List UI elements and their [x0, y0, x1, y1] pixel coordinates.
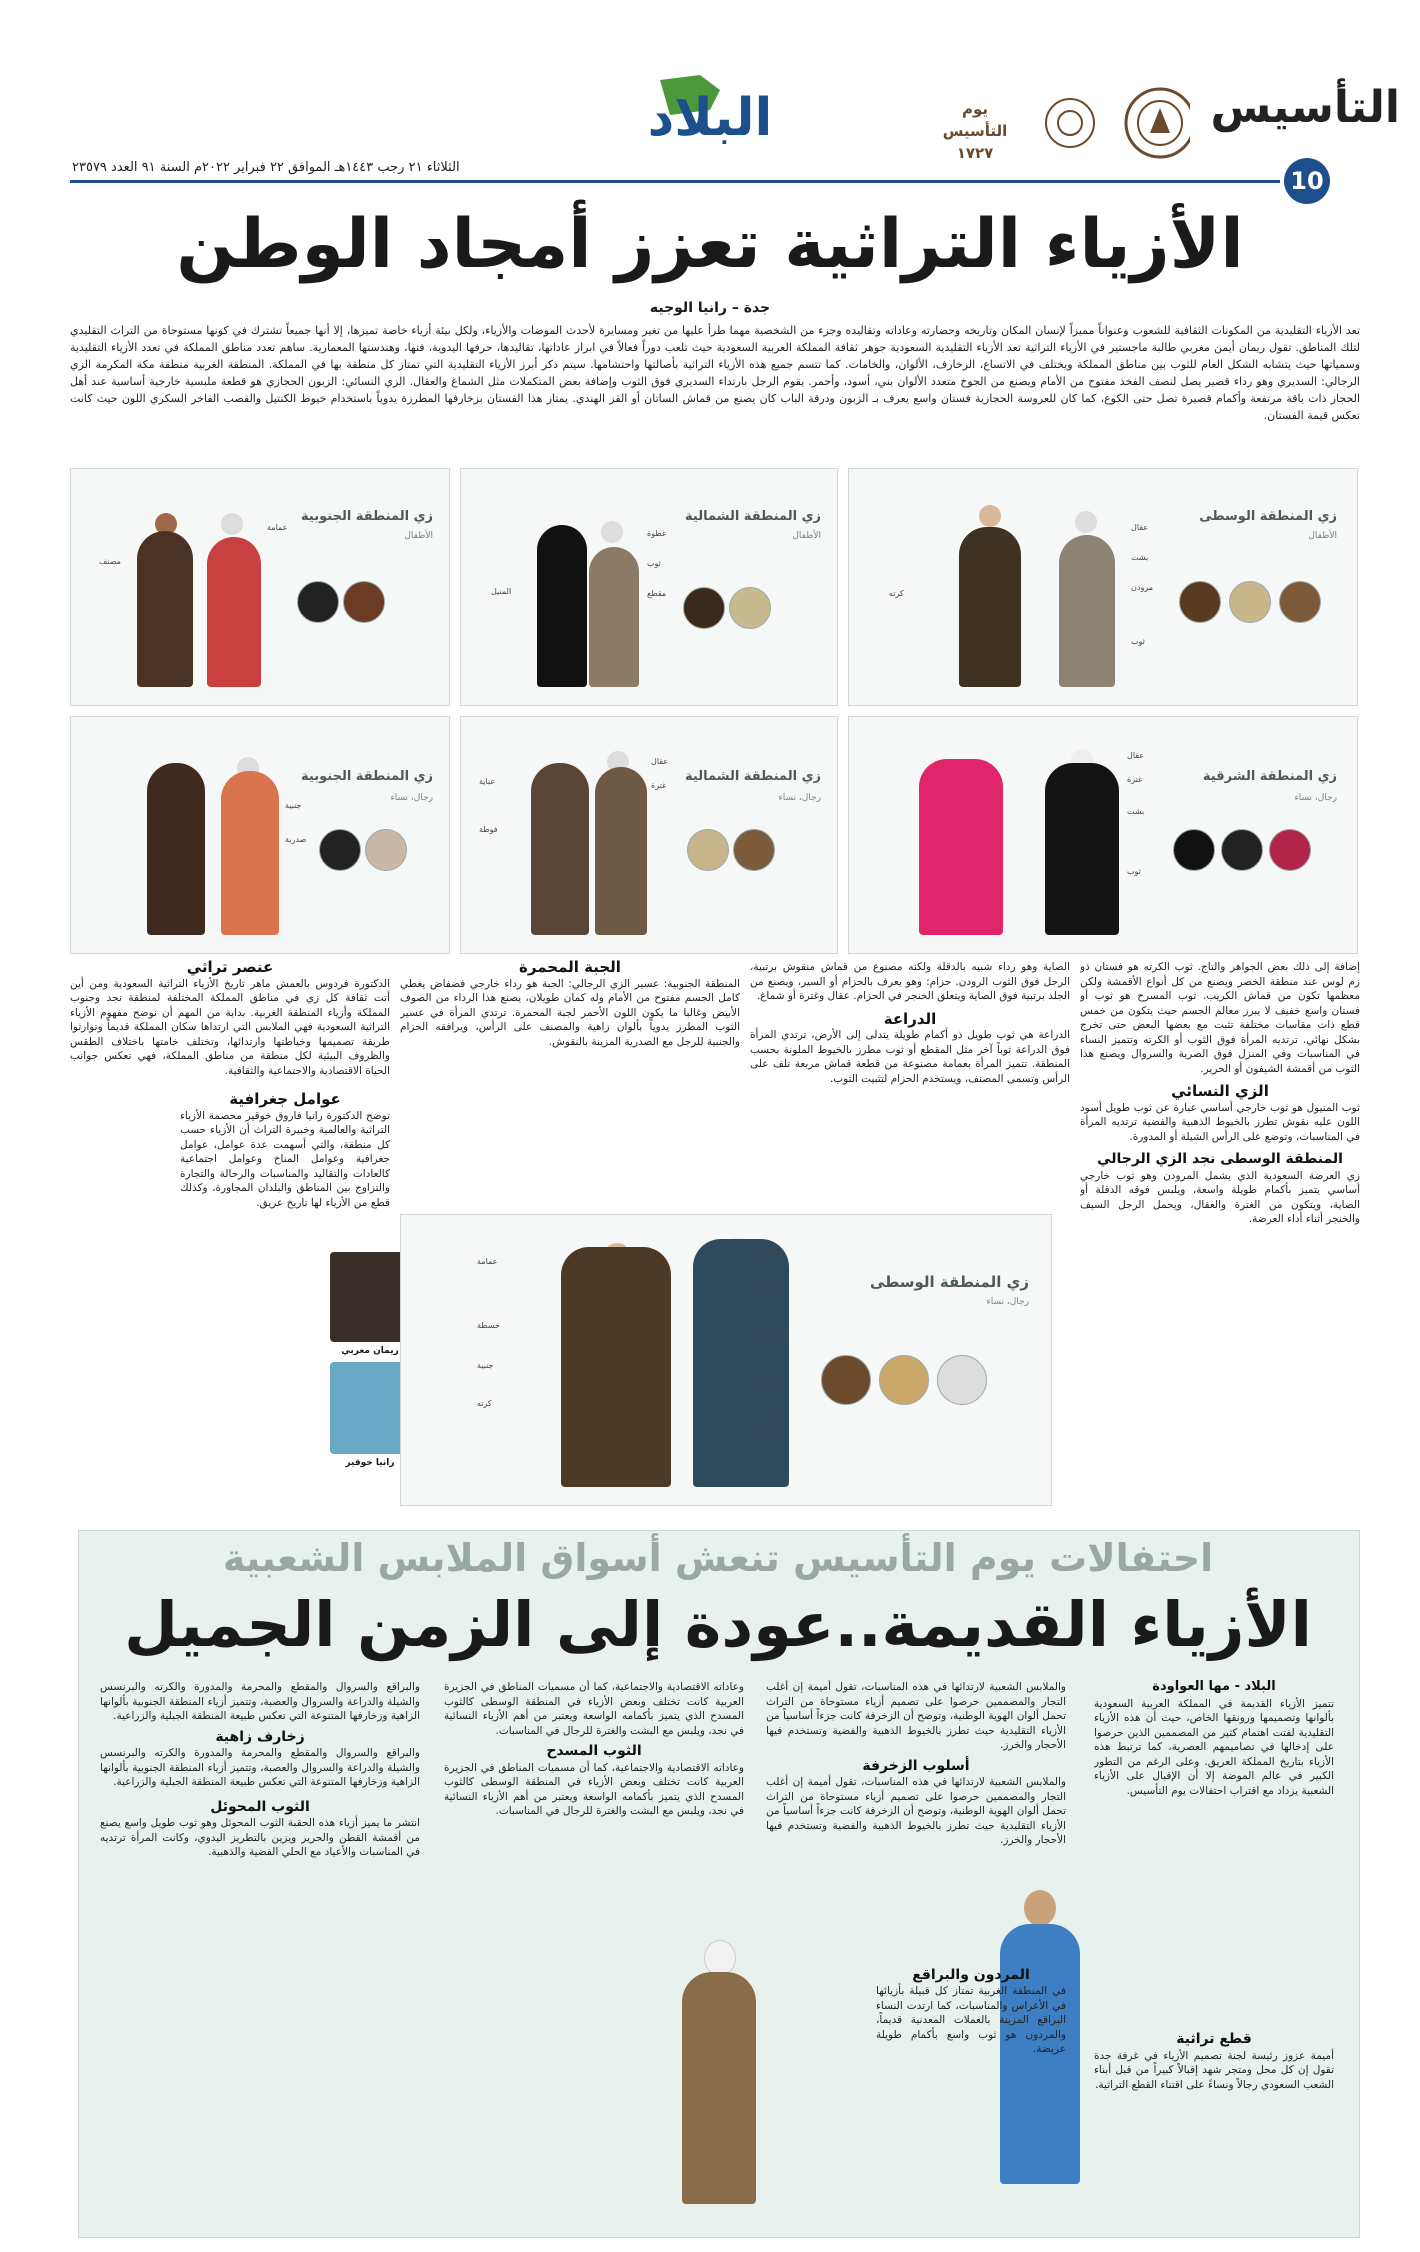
costume-panel-central — [400, 1214, 1052, 1506]
panel-title: زي المنطقة الشمالية — [685, 769, 821, 784]
label: كرته — [889, 589, 904, 598]
label: المرودن — [761, 1325, 788, 1334]
fabric-detail-thumb — [1179, 581, 1221, 623]
label: غترة — [761, 1277, 777, 1286]
label: جنبية — [477, 1361, 494, 1370]
article2-col-2 — [766, 1680, 1066, 2220]
figure-head — [221, 513, 243, 535]
portrait-photo — [330, 1362, 410, 1454]
costume-panel-eastern — [848, 716, 1358, 954]
subheading: عوامل جغرافية — [229, 1090, 341, 1108]
paragraph: في المنطقة الغربية تمتاز كل قبيلة بأزيائها في الأعراس والمناسبات، كما ارتدت النساء البراقع المزينة بالعملات المعدنية قديماً، والمردون هو ثوب واسع بأكمام طويلة عريضة. — [876, 1985, 1066, 2055]
woman-figure — [959, 527, 1021, 687]
label: عمامة — [477, 1257, 498, 1266]
man-figure — [595, 767, 647, 935]
byline: جدة – رانيا الوجيه — [649, 300, 771, 316]
label: فوطة — [479, 825, 498, 834]
label: بشت — [761, 1375, 779, 1384]
article2-col-3 — [444, 1680, 744, 2220]
paragraph: وعاداته الاقتصادية والاجتماعية، كما أن مسميات المناطق في الجزيرة العربية كانت تختلف وبعض الأزياء في المنطقة الوسطى كالثوب المسدح الذي يتميز بأكمامه الواسعة ويعتبر من أهم الأزياء النسائية في نجد، ويلبس مع البشت والغترة للرجال في المناسبات. — [444, 1761, 744, 1817]
subheading: قطع تراثية — [1176, 2031, 1252, 2047]
column-mid-right — [750, 960, 1070, 1210]
figure-man-white-thobe — [1094, 1798, 1334, 1802]
paragraph: تتميز الأزياء القديمة في المملكة العربية السعودية بألوانها وتصميمها ورونقها الخاص، حيث أن هذه الأزياء التقليدية لفتت اهتمام كثير من المصممين الذين حرصوا على إدخالها في تصاميمهم العصرية، كما ترتبط هذه الأزياء بتاريخ المملكة العريق. وعلى الرغم من التطور الكبير في عالم الموضة إلا أن الإقبال على الأزياء الشعبية يزداد مع اقتراب احتفالات يوم التأسيس. — [1094, 1697, 1334, 1797]
portrait-photo — [330, 1252, 410, 1342]
page-number-badge: 10 — [1284, 158, 1330, 204]
photo-caption: رانيا خوقير — [345, 1458, 395, 1468]
article-intro: تعد الأزياء التقليدية من المكونات الثقافية للشعوب وعنواناً مميزاً لإنسان المكان وتاريخه وحضارته وعاداته وتقاليده وجزء من الشخصية مهما طرأ عليها من تغير ومسايرة لأحدث الموضات والأزياء، ولكل بيئة أزياء خاصة تميزها، إلا أنها جميعاً تشترك في كونها مستوحاة من التراث التقليدي لتلك المناطق. تقول ريمان أيمن مغربي طالبة ماجستير في الأزياء التراثية تعد الأزياء التقليدية السعودية جوهر ثقافة المملكة العربية السعودية حيث تلعب دوراً فعالاً في ابراز عاداتها، تقاليدها، حرفها اليدوية، فنها، وهندستها المعمارية. ساهم تعدد مناطق المملكة في تعدد الأزياء التقليدية وسمياتها حيث يتشابه الشكل العام للثوب بين مناطق المملكة ويختلف في الاتساع، الزخارف، الألوان، والخامات. كما تتسم جميع هذه الأزياء التراثية بأصالتها واحتشامها. سيتم ذكر أبرز الأزياء التقليدية التي تمتاز كل منطقة بها في المملكة. المنطقة الغربية منطقة مكة المكرمة الزي الرجالي: السديري وهو رداء قصير يصل لنصف الفخذ مفتوح من الأمام ويصنع من الجوخ متعدد الألوان بني، أسود، وأحمر. يقوم الرجل بارتداء السديري فوق الثوب وإضافة بعض المتكملات مثل الشماغ والعقال. الزي النسائي: الزبون الحجازي هو قطعة ملبسية خارجية أساسية عند أهل الحجاز ذات ياقة مرتفعة وأكمام قصيرة تصل حتى الكوع، كما كان للعروسة الحجازية فستان واسع يعرف بـ الزبون ودرقة الباب كان يصنع من قماش الساتان أو القز الهندي. يمتاز هذا الفستان بزخارفها المطرزة يدوياً باستخدام خيوط الكنتيل والقصب الفاخر السكري اللون حيث كانت تعكس قيمة الفستان. — [70, 324, 1360, 422]
costume-panel-central-kids — [848, 468, 1358, 706]
panel-subtitle: رجال، نساء — [1294, 793, 1337, 803]
paragraph: انتشر ما يميز أزياء هذه الحقبة الثوب المحوئل وهو ثوب طويل واسع يصنع من أقمشة القطن والحرير ويزين بالتطريز اليدوي، وكانت المرأة ترتديه في المناسبات والأعياد مع الحلي الفضية والذهبية. — [100, 1817, 420, 1858]
man-figure — [207, 537, 261, 687]
label: ثوب — [1131, 637, 1145, 646]
column-mid-left — [400, 960, 740, 1210]
paragraph: والبراقع والسروال والمقطع والمحرمة والمدورة والكرته والبرنسس والشيلة والدراعة والسروال والعصبة، وتتميز أزياء المنطقة الجنوبية بألوانها الزاهية وزخارفها المتنوعة التي تعكس طبيعة المنطقة الجبلية والزراعية. — [100, 1747, 420, 1788]
man-figure — [589, 547, 639, 687]
article2-kicker: احتفالات يوم التأسيس تنعش أسواق الملابس الشعبية — [222, 1536, 1214, 1580]
figure-head — [1075, 511, 1097, 533]
label: عباية — [479, 777, 496, 786]
label: مصنف — [99, 557, 121, 566]
figure-head — [601, 521, 623, 543]
paragraph: والملابس الشعبية لارتدائها في هذه المناسبات، تقول أميمة إن أغلب التجار والمصممين حرصوا على تصميم أزياء مستوحاة من التراث تحمل ألوان الهوية الوطنية، وتوضح أن الزخرفة كانت جزءاً أساسياً من الأزياء التقليدية حيث تطرز بالخيوط الذهبية والفضية وتستخدم فيها الأحجار والخرز. — [766, 1776, 1066, 1846]
byline: البلاد - مها العواودة — [1152, 1680, 1276, 1694]
woman-figure — [531, 763, 589, 935]
paragraph: وعاداته الاقتصادية والاجتماعية، كما أن مسميات المناطق في الجزيرة العربية كانت تختلف وبعض الأزياء في المنطقة الوسطى كالثوب المسدح الذي يتميز بأكمامه الواسعة ويعتبر من أهم الأزياء النسائية في نجد، ويلبس مع البشت والغترة للرجال في المناسبات. — [444, 1681, 744, 1737]
man-figure — [1059, 535, 1115, 687]
paragraph: إضافة إلى ذلك بعض الجواهر والتاج. ثوب الكرته هو فستان ذو زم لوس عند منطقة الخصر ويصنع من كل أنواع الأقمشة ولكن معظمها تكون من قماش الكريب. ثوب المسرح هو ثوب أو فستان واسع خفيف لا يبرز معالم الجسم حيث يتكون من خمس قطع ذات مقاسات مختلفة تثبت مع بعضها البعض حتى تخرج بشكل نهائي. ترتديه المرأة فوق الثوب أو الكرته وتتميز النساء في المناسبات وفي المنزل فوق الصرية والسروال ويصنع هذا الثوب من أقمشة الشيفون أو الحرير. — [1080, 961, 1360, 1075]
subheading: الثوب المسدح — [546, 1743, 642, 1759]
paragraph: والملابس الشعبية لارتدائها في هذه المناسبات، تقول أميمة إن أغلب التجار والمصممين حرصوا على تصميم أزياء مستوحاة من التراث تحمل ألوان الهوية الوطنية، وتوضح أن الزخرفة كانت جزءاً أساسياً من الأزياء التقليدية حيث تطرز بالخيوط الذهبية والفضية وتستخدم فيها الأحجار والخرز. — [766, 1681, 1066, 1751]
panel-subtitle: الأطفال — [404, 531, 433, 541]
woman-figure — [137, 531, 193, 687]
fabric-detail-thumb — [1221, 829, 1263, 871]
label: كرته — [477, 1399, 492, 1408]
panel-title: زي المنطقة الجنوبية — [301, 509, 433, 524]
label: عقال — [1127, 751, 1145, 760]
label: صدرية — [285, 835, 307, 844]
panel-title: زي المنطقة الشمالية — [685, 509, 821, 524]
panel-subtitle: الأطفال — [792, 531, 821, 541]
paper-logo-text: البلاد — [647, 88, 773, 148]
label: بشت — [1131, 553, 1149, 562]
panel-title: زي المنطقة الوسطى — [869, 1273, 1029, 1291]
fabric-detail-thumb — [319, 829, 361, 871]
label: غترة — [651, 781, 667, 790]
costume-panel-north — [460, 716, 838, 954]
paragraph: الدكتورة فردوس بالعمش ماهر تاريخ الأزياء التراثية السعودية ومن أين أتت ثقافة كل زي في مناطق المملكة المختلفة لمنطقة نجد وجنوب المملكة وأزياء المنطقة الغربية. بداية من المهم أن نوضح مفهوم الأزياء التراثية السعودية فهي الملابس التي ارتداها سكان المملكة قديماً وتوارثوا طريقة تصميمها وخياطتها وارتدائها، وتختلف خامتها باختلاف الطقس والظروف البيئية لكل منطقة من مناطق المملكة، فهي تعكس جوانب الحياة الاقتصادية والاجتماعية والثقافية. — [70, 977, 390, 1077]
paper-logo — [640, 70, 780, 160]
costume-panel-north-kids — [460, 468, 838, 706]
label: مرودن — [1131, 583, 1153, 592]
subheading: المردون والبراقع — [912, 1966, 1030, 1983]
article2-title: الأزياء القديمة..عودة إلى الزمن الجميل — [124, 1588, 1312, 1661]
fabric-detail-thumb — [733, 829, 775, 871]
fabric-detail-thumb — [297, 581, 339, 623]
fabric-detail-thumb — [879, 1355, 929, 1405]
label: عقال — [1131, 523, 1149, 532]
fabric-detail-thumb — [687, 829, 729, 871]
panel-subtitle: الأطفال — [1308, 531, 1337, 541]
subheading: أسلوب الزخرفة — [862, 1757, 970, 1774]
fabric-detail-thumb — [937, 1355, 987, 1405]
costume-panel-south-kids — [70, 468, 450, 706]
man-figure — [221, 771, 279, 935]
subheading: الزي النسائي — [1171, 1082, 1269, 1100]
foundation-day-logo-text: يوم التأسيس ١٧٢٧ — [942, 100, 1008, 162]
subheading: الجبة المحمرة — [519, 960, 621, 976]
fabric-detail-thumb — [729, 587, 771, 629]
panel-subtitle: رجال، نساء — [778, 793, 821, 803]
section-title: التأسيس — [1210, 82, 1400, 133]
man-figure — [1045, 763, 1119, 935]
label: عقال — [761, 1247, 779, 1256]
dateline: الثلاثاء ٢١ رجب ١٤٤٣هـ الموافق ٢٢ فبراير ٢٠٢٢م السنة ٩١ العدد ٢٣٥٧٩ — [72, 160, 460, 175]
foundation-day-logo — [930, 78, 1190, 168]
label: خسطة — [477, 1321, 500, 1330]
fabric-detail-thumb — [1279, 581, 1321, 623]
header-rule — [70, 180, 1280, 183]
subheading: الدراعة — [883, 1009, 937, 1028]
label: ثوب — [761, 1419, 775, 1428]
paragraph: الصاية وهو رداء شبيه بالدقلة ولكنه مصنوع من قماش منقوش برتبية، الرجل فوق الثوب الرودن. حزام: وهو يعرف بالحزام أو السير، ويصنع من الجلد برتبية فوق الصاية ويتعلق الخنجر في الحزام. عقال وغترة أو شماغ. — [750, 961, 1070, 1002]
woman-figure — [561, 1247, 671, 1487]
subheading: عنصر تراثي — [186, 960, 274, 976]
paragraph: زي العرضة السعودية الذي يشمل المرودن وهو ثوب خارجي أساسي يتميز بأكمام طويلة واسعة، ويلبس فوقه الدقلة أو الصاية، ويتكون من الغترة والعقال، ويحمل الرجل السيف والخنجر أثناء أداء العرضة. — [1080, 1169, 1360, 1225]
article2-col-4 — [100, 1680, 420, 2220]
woman-figure — [147, 763, 205, 935]
article2-col-1 — [1094, 1680, 1334, 2220]
panel-title: زي المنطقة الوسطى — [1199, 509, 1337, 524]
fabric-detail-thumb — [343, 581, 385, 623]
label: مقطع — [647, 589, 667, 598]
label: عقال — [651, 757, 669, 766]
woman-figure — [919, 759, 1003, 935]
panel-title: زي المنطقة الشرقية — [1202, 769, 1337, 784]
paragraph: الدراعة هي ثوب طويل ذو أكمام طويلة يتدلى إلى الأرض، ترتدي المرأة فوق الدراعة ثوباً آخر مثل المقطع أو ثوب مطرز بالخيوط الملونة بحسب المنطقة. تتميز المرأة بعمامة مصنوعة من قطعة قماش مربعة تلف على الرأس وتسمى المصنف، ويستخدم الحزام لتثبيت الثوب. — [750, 1029, 1070, 1085]
subheading: زخارف زاهية — [215, 1728, 305, 1745]
fabric-detail-thumb — [1269, 829, 1311, 871]
subheading: الثوب المحوئل — [210, 1798, 310, 1815]
fabric-detail-thumb — [365, 829, 407, 871]
paragraph: أميمة عزوز رئيسة لجنة تصميم الأزياء في غرفة جدة تقول إن كل محل ومتجر شهد إقبالاً كبيراً من قبل أبناء الشعب السعودي رجالاً ونساءً على اقتناء القطع التراثية. — [1094, 2049, 1334, 2091]
label: المنيل — [491, 587, 512, 596]
label: غترة — [1127, 775, 1143, 784]
article-title: الأزياء التراثية تعزز أمجاد الوطن — [176, 205, 1244, 284]
fabric-detail-thumb — [821, 1355, 871, 1405]
paragraph: ثوب المنيول هو ثوب خارجي أساسي عبارة عن ثوب طويل أسود اللون عليه نقوش تطرز بالخيوط الذهبية والفضية ترتديه المرأة في المناسبات، وتوضع على الرأس الشيلة أو المدورة. — [1080, 1101, 1360, 1143]
label: جنبية — [285, 801, 302, 810]
panel-subtitle: رجال، نساء — [986, 1297, 1029, 1307]
paragraph: والبراقع والسروال والمقطع والمحرمة والمدورة والكرته والبرنسس والشيلة والدراعة والسروال والعصبة، وتتميز أزياء المنطقة الجنوبية بألوانها الزاهية وزخارفها المتنوعة التي تعكس طبيعة المنطقة الجبلية والزراعية. — [100, 1681, 420, 1722]
fabric-detail-thumb — [1229, 581, 1271, 623]
costume-panel-south — [70, 716, 450, 954]
paragraph: المنطقة الجنوبية: عسير الزي الرجالي: الجبة هو رداء خارجي فضفاض يغطي كامل الجسم مفتوح من الأمام وله كمان طويلان، يصنع هذا الرداء من الصوف الأبيض وغالبا ما يكون اللون الأحمر لجبة المحمرة. ترتدي المرأة في عسير الثوب المطرز يدوياً بألوان زاهية والمصنف على الرأس، ويرافقه الحزام والجنبية للرجل مع الصدرية المزينة بالنقوش. — [400, 977, 740, 1048]
subheading: المنطقة الوسطى نجد الزي الرجالي — [1097, 1151, 1343, 1167]
column-right — [1080, 960, 1360, 1520]
figure-head — [979, 505, 1001, 527]
fabric-detail-thumb — [683, 587, 725, 629]
label: ثوب — [647, 559, 661, 568]
photo-caption: ريمان مغربي — [341, 1346, 399, 1356]
label: غطوة — [647, 529, 667, 538]
fabric-detail-thumb — [1173, 829, 1215, 871]
label: بشت — [1127, 807, 1145, 816]
label: ثوب — [1127, 867, 1141, 876]
panel-title: زي المنطقة الجنوبية — [301, 769, 433, 784]
paragraph: توضح الدكتورة رانيا فاروق خوقير محصمة الأزياء التراثية والعالمية وخبيرة التراث أن الأزياء حسب كل منطقة، والتي أسهمت عدة عوامل، عوامل جغرافية وعوامل المناخ وعوامل اجتماعية كالعادات والتقاليد والمناسبات والرحالة والتجارة والتزاوج بين المناطق والبلدان المجاورة، وكذلك قطع من الأزياء لها تاريخ عريق. — [180, 1109, 390, 1209]
woman-figure — [537, 525, 587, 687]
panel-subtitle: رجال، نساء — [390, 793, 433, 803]
label: عمامة — [267, 523, 288, 532]
